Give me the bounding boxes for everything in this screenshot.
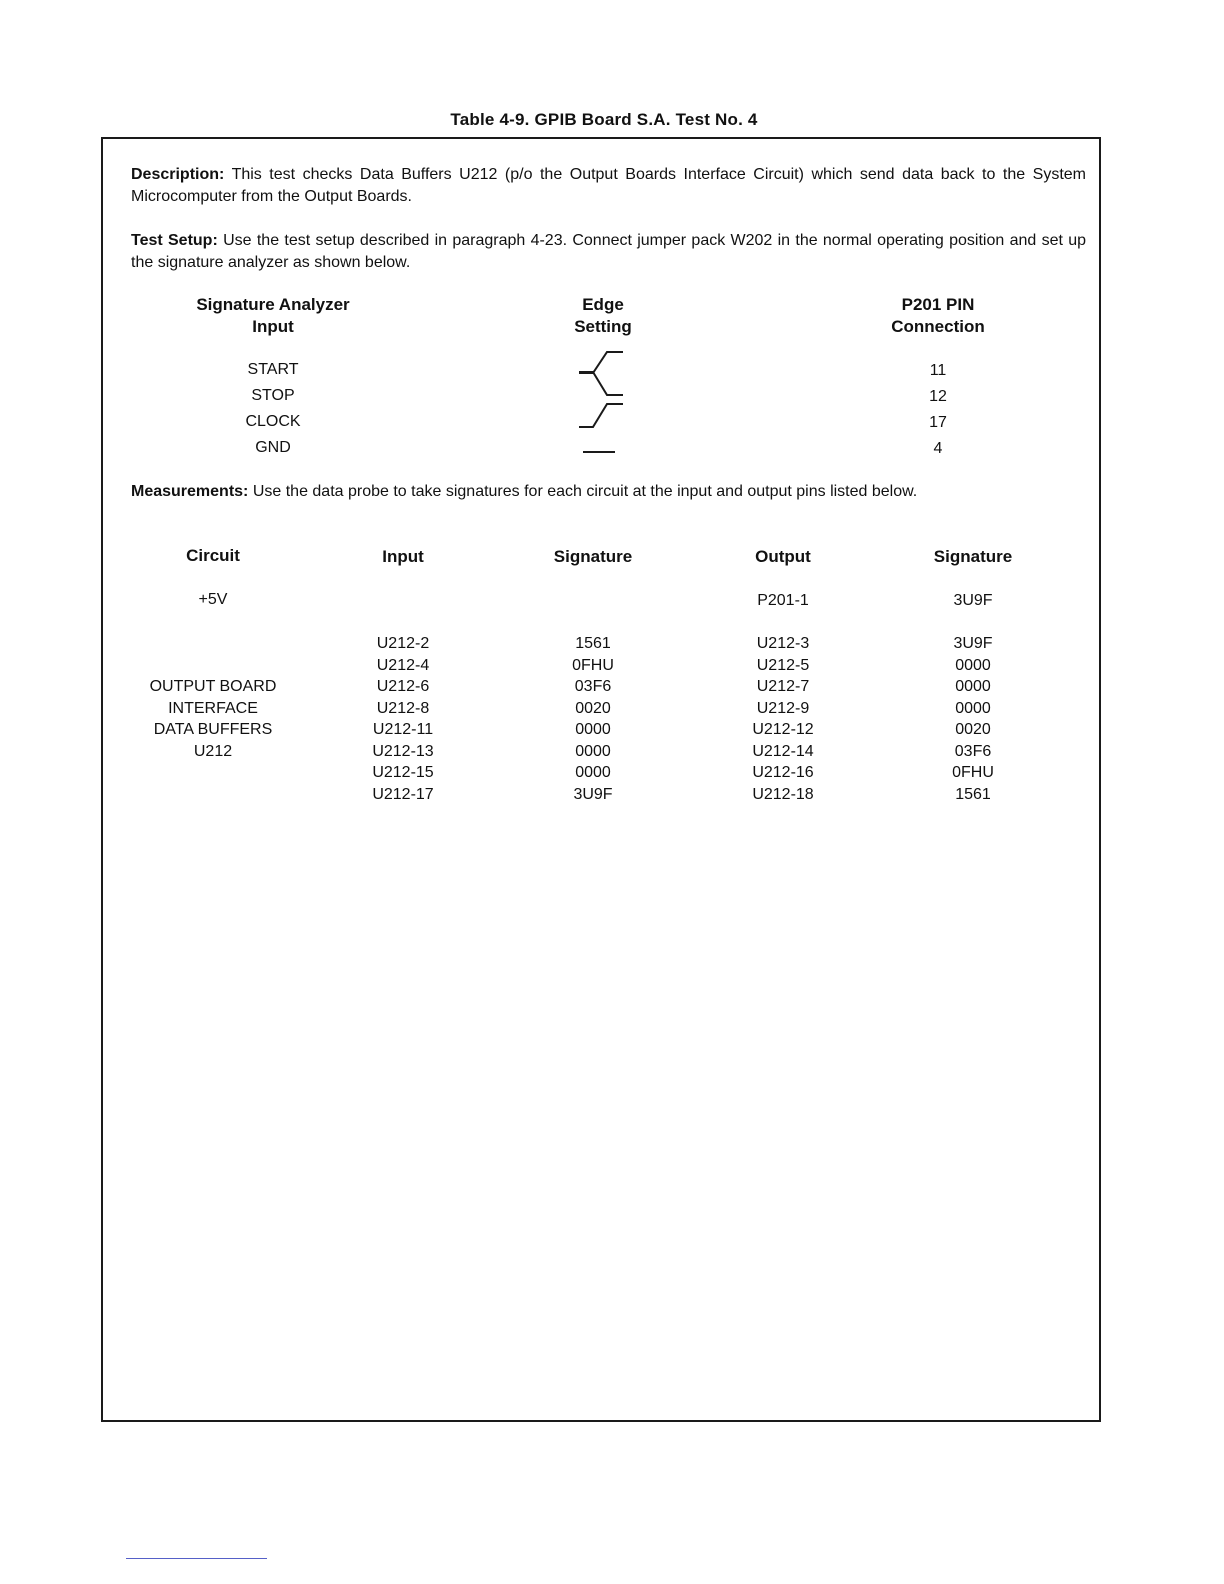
table-title: Table 4-9. GPIB Board S.A. Test No. 4 [450, 110, 758, 129]
input-signature: 0000 [575, 721, 611, 738]
circuit-label-line: DATA BUFFERS [153, 721, 273, 738]
output-pin: U212-18 [752, 785, 814, 803]
output-pin: U212-16 [752, 764, 814, 781]
measurements-label: Measurements: [131, 483, 249, 500]
setup-input-clock: CLOCK [245, 413, 301, 430]
setup-input-gnd: GND [255, 439, 291, 456]
setup-input-start: START [247, 361, 299, 378]
header-edge-line2: Setting [574, 317, 632, 336]
setup-pin-gnd: 4 [933, 440, 943, 457]
edge-setting-symbols [573, 347, 633, 457]
setup-pin-clock: 17 [929, 414, 947, 431]
output-signature: 0000 [955, 678, 991, 695]
output-signature: 0000 [955, 699, 991, 717]
setup-pin-start: 11 [929, 362, 947, 379]
header-pin-line1: P201 PIN [901, 295, 975, 314]
rising-edge-icon-start [579, 352, 623, 373]
input-signature: 3U9F [573, 785, 613, 803]
output-pin: U212-14 [752, 742, 814, 760]
circuit-plus5v: +5V [198, 591, 228, 608]
circuit-label-u212 [123, 676, 303, 762]
output-pin: U212-3 [756, 635, 810, 652]
input-pin: U212-13 [372, 742, 434, 760]
output-signature-p201-1: 3U9F [953, 592, 993, 609]
header-output-signature: Signature [933, 547, 1013, 566]
header-input: Input [382, 547, 424, 566]
input-pin: U212-8 [376, 699, 430, 717]
rising-edge-icon-clock [579, 404, 623, 427]
header-edge-line1: Edge [582, 295, 624, 314]
output-signature: 0000 [955, 656, 991, 674]
falling-edge-icon-stop [579, 372, 623, 395]
input-pin: U212-6 [376, 678, 430, 695]
measurements-text: Use the data probe to take signatures for each circuit at the input and output pins listed below. [248, 483, 918, 500]
setup-input-stop: STOP [251, 387, 295, 404]
input-signature: 1561 [575, 635, 611, 652]
description-paragraph [131, 164, 1086, 207]
header-input-signature: Signature [553, 547, 633, 566]
header-analyzer-input-line2: Input [252, 317, 294, 336]
test-setup-text: Use the test setup described in paragraph 4-23. Connect jumper pack W202 in the normal operating position and set up the signature analyzer as shown below. [131, 232, 1087, 271]
header-pin-line2: Connection [891, 317, 985, 336]
input-pin: U212-4 [376, 656, 430, 674]
header-analyzer-input-line1: Signature Analyzer [196, 295, 350, 314]
circuit-label-line: U212 [193, 742, 233, 760]
output-signature: 1561 [955, 785, 991, 803]
header-output: Output [755, 547, 811, 566]
output-p201-1: P201-1 [757, 592, 809, 609]
input-pin: U212-17 [372, 785, 434, 803]
input-pin: U212-15 [372, 764, 434, 781]
description-text: This test checks Data Buffers U212 (p/o the Output Boards Interface Circuit) which send data back to the System Microcomputer from the Output Boards. [131, 166, 1086, 205]
output-signature: 03F6 [954, 742, 992, 760]
test-setup-label: Test Setup: [131, 232, 218, 249]
header-p201-connection [868, 294, 1008, 338]
output-pin: U212-5 [756, 656, 810, 674]
input-pin: U212-11 [372, 721, 434, 738]
output-signature: 0020 [955, 721, 991, 738]
circuit-label-line: INTERFACE [168, 699, 258, 717]
input-signature: 0000 [575, 742, 611, 760]
test-setup-paragraph [131, 230, 1086, 273]
output-pin: U212-9 [756, 699, 810, 717]
header-edge-setting [543, 294, 663, 338]
footer-rule [126, 1558, 267, 1559]
header-circuit: Circuit [186, 546, 240, 565]
input-signature: 0000 [575, 764, 611, 781]
input-signature: 0FHU [572, 656, 614, 674]
input-pin: U212-2 [376, 635, 430, 652]
output-signature: 0FHU [952, 764, 994, 781]
output-signature: 3U9F [953, 635, 993, 652]
table-frame [101, 137, 1101, 1422]
output-pin: U212-7 [756, 678, 810, 695]
input-signature: 03F6 [574, 678, 612, 695]
output-pin: U212-12 [752, 721, 814, 738]
header-analyzer-input [173, 294, 373, 338]
measurements-paragraph [131, 481, 1086, 503]
circuit-label-line: OUTPUT BOARD [149, 678, 277, 695]
setup-pin-stop: 12 [929, 388, 947, 405]
description-label: Description: [131, 166, 225, 183]
input-signature: 0020 [575, 699, 611, 717]
